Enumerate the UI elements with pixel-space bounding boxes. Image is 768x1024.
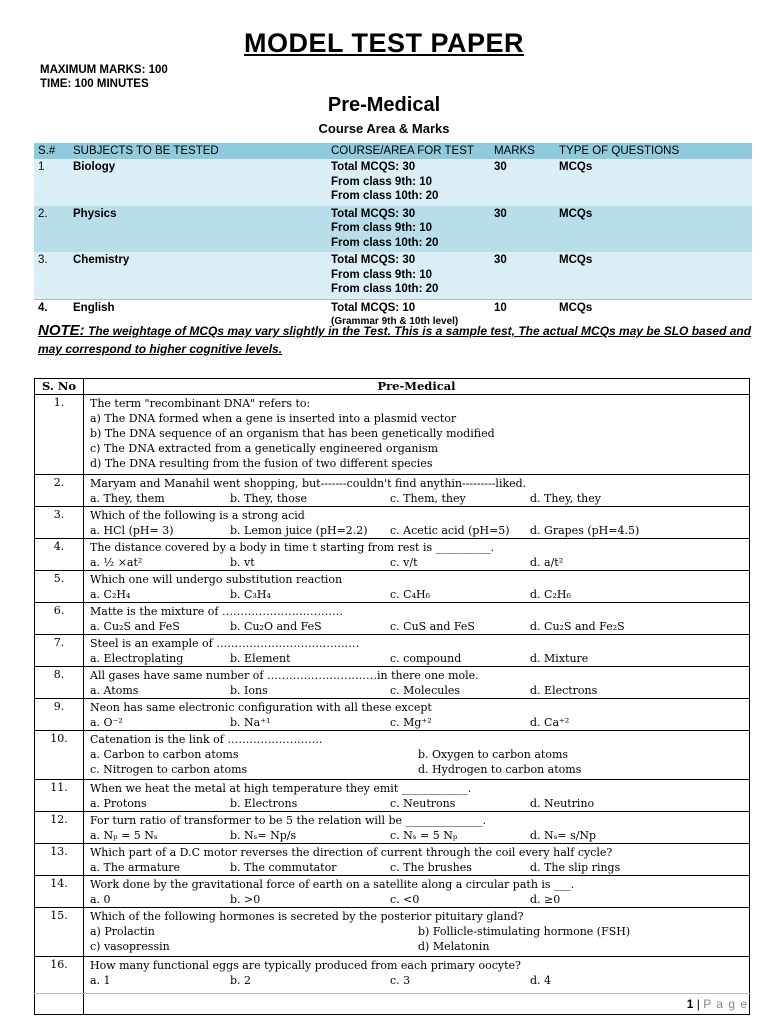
question-text: When we heat the metal at high temperature they emit ____________. xyxy=(90,782,472,795)
question-number: 5. xyxy=(35,571,84,603)
answer-option: d. Ca⁺² xyxy=(530,716,570,729)
answer-option: d. Cu₂S and Fe₂S xyxy=(530,620,625,633)
question-number: 13. xyxy=(35,844,84,876)
question-row xyxy=(35,603,750,635)
course-breakdown xyxy=(327,252,490,299)
question-cell xyxy=(84,539,750,571)
question-text: Which one will undergo substitution reaction xyxy=(90,573,343,586)
course-line: From class 10th: 20 xyxy=(331,283,439,295)
answer-option: c. Them, they xyxy=(390,492,466,505)
answer-option: a. Carbon to carbon atoms xyxy=(90,748,239,761)
answer-option: c. C₄H₆ xyxy=(390,588,430,601)
question-cell xyxy=(84,571,750,603)
question-row xyxy=(35,844,750,876)
answer-options xyxy=(90,860,743,875)
time-allowed: TIME: 100 MINUTES xyxy=(40,78,149,90)
answer-option: a. Electroplating xyxy=(90,652,184,665)
question-text: Which of the following is a strong acid xyxy=(90,509,305,522)
answer-options xyxy=(90,491,743,506)
answer-option: d. Electrons xyxy=(530,684,598,697)
answer-option: a) Prolactin xyxy=(90,925,155,938)
question-text: Which of the following hormones is secreted by the posterior pituitary gland? xyxy=(90,910,524,923)
question-number: 10. xyxy=(35,731,84,780)
question-row xyxy=(35,539,750,571)
answer-options xyxy=(90,939,743,954)
answer-options xyxy=(90,796,743,811)
question-number: 2. xyxy=(35,475,84,507)
header-serial-number: S. No xyxy=(35,379,84,395)
question-text: The term "recombinant DNA" refers to: xyxy=(90,397,311,410)
question-row xyxy=(35,475,750,507)
course-line: From class 9th: 10 xyxy=(331,268,432,281)
course-subject: Biology xyxy=(69,159,327,206)
question-cell xyxy=(84,908,750,957)
answer-option: d. The slip rings xyxy=(530,861,621,874)
answer-option: a. Cu₂S and FeS xyxy=(90,620,180,633)
question-row xyxy=(35,957,750,1015)
answer-option: d. Grapes (pH=4.5) xyxy=(530,524,640,537)
answer-option: a. ½ ×at² xyxy=(90,556,143,569)
question-text: The distance covered by a body in time t starting from rest is __________. xyxy=(90,541,495,554)
answer-option: b. The commutator xyxy=(230,861,337,874)
answer-option: a. Protons xyxy=(90,797,147,810)
question-text: Maryam and Manahil went shopping, but-------couldn't find anythin---------liked. xyxy=(90,477,527,490)
answer-options xyxy=(90,555,743,570)
question-text: Neon has same electronic configuration with all these except xyxy=(90,701,432,714)
answer-option: d. ≥0 xyxy=(530,893,561,906)
answer-options xyxy=(90,747,743,762)
course-line: From class 10th: 20 xyxy=(331,236,439,249)
answer-options xyxy=(90,973,743,988)
course-breakdown xyxy=(327,206,490,253)
questions-table-header xyxy=(35,379,750,395)
answer-option: b) The DNA sequence of an organism that has been genetically modified xyxy=(90,427,495,440)
answer-option: c. Acetic acid (pH=5) xyxy=(390,524,510,537)
question-number: 1. xyxy=(35,395,84,475)
question-cell xyxy=(84,731,750,780)
course-type: MCQs xyxy=(555,252,752,299)
answer-option: d. a/t² xyxy=(530,556,564,569)
question-cell xyxy=(84,507,750,539)
question-number: 11. xyxy=(35,780,84,812)
answer-option: a) The DNA formed when a gene is inserted into a plasmid vector xyxy=(90,412,457,425)
question-cell xyxy=(84,699,750,731)
course-table-header xyxy=(34,143,752,159)
answer-option: b. Oxygen to carbon atoms xyxy=(418,748,569,761)
question-row xyxy=(35,699,750,731)
question-cell xyxy=(84,603,750,635)
answer-option: b. >0 xyxy=(230,893,261,906)
question-text: Which part of a D.C motor reverses the direction of current through the coil every half cycle? xyxy=(90,846,613,859)
answer-option: c. Mg⁺² xyxy=(390,716,432,729)
answer-option: d) Melatonin xyxy=(418,940,490,953)
note xyxy=(38,322,753,358)
question-cell xyxy=(84,635,750,667)
answer-option: b. 2 xyxy=(230,974,252,987)
answer-option: c. <0 xyxy=(390,893,420,906)
answer-option: b. They, those xyxy=(230,492,307,505)
answer-option: b. vt xyxy=(230,556,255,569)
course-area-title: Course Area & Marks xyxy=(318,121,450,136)
answer-option: c. 3 xyxy=(390,974,411,987)
answer-option: c. Molecules xyxy=(390,684,460,697)
course-type: MCQs xyxy=(555,159,752,206)
answer-options xyxy=(90,762,743,777)
question-row xyxy=(35,908,750,957)
question-cell xyxy=(84,780,750,812)
answer-option: c. Nₛ = 5 Nₚ xyxy=(390,829,458,842)
question-cell xyxy=(84,667,750,699)
course-row xyxy=(34,159,752,206)
question-number: 7. xyxy=(35,635,84,667)
section-title: Pre-Medical xyxy=(327,94,441,116)
answer-options xyxy=(90,892,743,907)
answer-options xyxy=(90,683,743,698)
course-sno: 1 xyxy=(34,159,69,206)
answer-option: a. HCl (pH= 3) xyxy=(90,524,174,537)
answer-option: c) The DNA extracted from a genetically engineered organism xyxy=(90,442,439,455)
course-breakdown xyxy=(327,159,490,206)
question-cell xyxy=(84,844,750,876)
answer-option: b. Cu₂O and FeS xyxy=(230,620,322,633)
question-cell xyxy=(84,876,750,908)
answer-option: b. C₃H₄ xyxy=(230,588,271,601)
course-marks: 30 xyxy=(490,252,555,299)
header-pre-medical: Pre-Medical xyxy=(84,379,750,395)
question-row xyxy=(35,395,750,475)
answer-option: d) The DNA resulting from the fusion of two different species xyxy=(90,457,433,470)
answer-option: c) vasopressin xyxy=(90,940,170,953)
question-text: Steel is an example of ………………………………… xyxy=(90,637,360,650)
course-line: (Grammar 9th & 10th level) xyxy=(331,316,459,327)
question-cell xyxy=(84,475,750,507)
answer-option: d. Hydrogen to carbon atoms xyxy=(418,763,582,776)
answer-option: c. compound xyxy=(390,652,462,665)
question-number: 9. xyxy=(35,699,84,731)
question-row xyxy=(35,571,750,603)
course-marks: 30 xyxy=(490,159,555,206)
answer-options xyxy=(90,828,743,843)
course-sno: 2. xyxy=(34,206,69,253)
question-row xyxy=(35,780,750,812)
answer-options xyxy=(90,587,743,602)
question-number: 4. xyxy=(35,539,84,571)
answer-option: a. O⁻² xyxy=(90,716,123,729)
question-cell xyxy=(84,957,750,1015)
course-sno: 4. xyxy=(34,299,69,332)
answer-options xyxy=(90,619,743,634)
question-text: Matte is the mixture of …………………………… xyxy=(90,605,343,618)
course-row xyxy=(34,252,752,299)
question-number: 14. xyxy=(35,876,84,908)
course-marks: 10 xyxy=(490,299,555,332)
question-text: How many functional eggs are typically produced from each primary oocyte? xyxy=(90,959,521,972)
answer-option: b. Element xyxy=(230,652,291,665)
answer-option: b. Na⁺¹ xyxy=(230,716,271,729)
note-text: The weightage of MCQs may vary slightly in the Test. This is a sample test, The actual MCQs may be SLO based and may correspond to higher cognitive levels. xyxy=(38,324,752,356)
header-subjects: SUBJECTS TO BE TESTED xyxy=(69,143,327,159)
course-row xyxy=(34,206,752,253)
questions-table xyxy=(34,378,750,1015)
header-sno: S.# xyxy=(34,143,69,159)
question-text: All gases have same number of …………………………in there one mole. xyxy=(90,669,479,682)
answer-option: c. Neutrons xyxy=(390,797,456,810)
answer-option: b) Follicle-stimulating hormone (FSH) xyxy=(418,925,631,938)
note-lead: NOTE: xyxy=(38,322,85,339)
answer-option: a. C₂H₄ xyxy=(90,588,131,601)
answer-option: a. The armature xyxy=(90,861,181,874)
course-subject: English xyxy=(69,299,327,332)
question-cell xyxy=(84,812,750,844)
course-line: From class 10th: 20 xyxy=(331,190,439,202)
course-marks: 30 xyxy=(490,206,555,253)
course-subject: Physics xyxy=(69,206,327,253)
answer-option: c. Nitrogen to carbon atoms xyxy=(90,763,248,776)
course-line: From class 9th: 10 xyxy=(331,222,432,234)
answer-option: b. Electrons xyxy=(230,797,298,810)
answer-option: d. 4 xyxy=(530,974,552,987)
page-footer xyxy=(687,997,748,1011)
header-course-area: COURSE/AREA FOR TEST xyxy=(327,143,490,159)
header-question-type: TYPE OF QUESTIONS xyxy=(555,143,752,159)
answer-option: c. v/t xyxy=(390,556,418,569)
answer-option: d. C₂H₆ xyxy=(530,588,571,601)
answer-option: b. Ions xyxy=(230,684,268,697)
answer-option: c. The brushes xyxy=(390,861,472,874)
answer-option: d. They, they xyxy=(530,492,601,505)
question-number: 12. xyxy=(35,812,84,844)
answer-option: a. Atoms xyxy=(90,684,139,697)
question-number: 15. xyxy=(35,908,84,957)
course-line: Total MCQS: 10 xyxy=(331,301,416,314)
question-text: Catenation is the link of …………………….. xyxy=(90,733,323,746)
answer-option: b. Lemon juice (pH=2.2) xyxy=(230,524,368,537)
question-text: For turn ratio of transformer to be 5 the relation will be ______________. xyxy=(90,814,487,827)
question-row xyxy=(35,876,750,908)
question-row xyxy=(35,635,750,667)
page-label: P a g e xyxy=(703,997,748,1011)
question-row xyxy=(35,667,750,699)
question-cell xyxy=(84,395,750,475)
paper-title: MODEL TEST PAPER xyxy=(243,28,525,58)
answer-option: d. Nₛ= s/Np xyxy=(530,829,597,842)
question-text: Work done by the gravitational force of earth on a satellite along a circular path is ___. xyxy=(90,878,575,891)
question-number: 6. xyxy=(35,603,84,635)
course-line: From class 9th: 10 xyxy=(331,175,432,188)
course-line: Total MCQS: 30 xyxy=(331,161,416,173)
answer-option: c. CuS and FeS xyxy=(390,620,475,633)
page-separator: | xyxy=(693,997,704,1011)
answer-options xyxy=(90,523,743,538)
answer-option: a. 1 xyxy=(90,974,111,987)
answer-option: a. 0 xyxy=(90,893,111,906)
course-type: MCQs xyxy=(555,206,752,253)
question-number: 3. xyxy=(35,507,84,539)
answer-option: d. Mixture xyxy=(530,652,589,665)
header-marks: MARKS xyxy=(490,143,555,159)
question-row xyxy=(35,731,750,780)
course-line: Total MCQS: 30 xyxy=(331,254,416,266)
course-line: Total MCQS: 30 xyxy=(331,207,416,220)
answer-option: a. Nₚ = 5 Nₛ xyxy=(90,829,158,842)
course-area-table xyxy=(34,143,752,332)
question-row xyxy=(35,812,750,844)
course-subject: Chemistry xyxy=(69,252,327,299)
footer-divider xyxy=(34,993,750,994)
course-type: MCQs xyxy=(555,299,752,332)
answer-options xyxy=(90,651,743,666)
question-row xyxy=(35,507,750,539)
maximum-marks: MAXIMUM MARKS: 100 xyxy=(40,64,168,76)
course-sno: 3. xyxy=(34,252,69,299)
question-number: 16. xyxy=(35,957,84,1015)
answer-option: b. Nₛ= Np/s xyxy=(230,829,297,842)
question-number: 8. xyxy=(35,667,84,699)
answer-options xyxy=(90,715,743,730)
page-number: 1 xyxy=(686,997,694,1011)
answer-options xyxy=(90,924,743,939)
answer-option: d. Neutrino xyxy=(530,797,595,810)
answer-option: a. They, them xyxy=(90,492,165,505)
